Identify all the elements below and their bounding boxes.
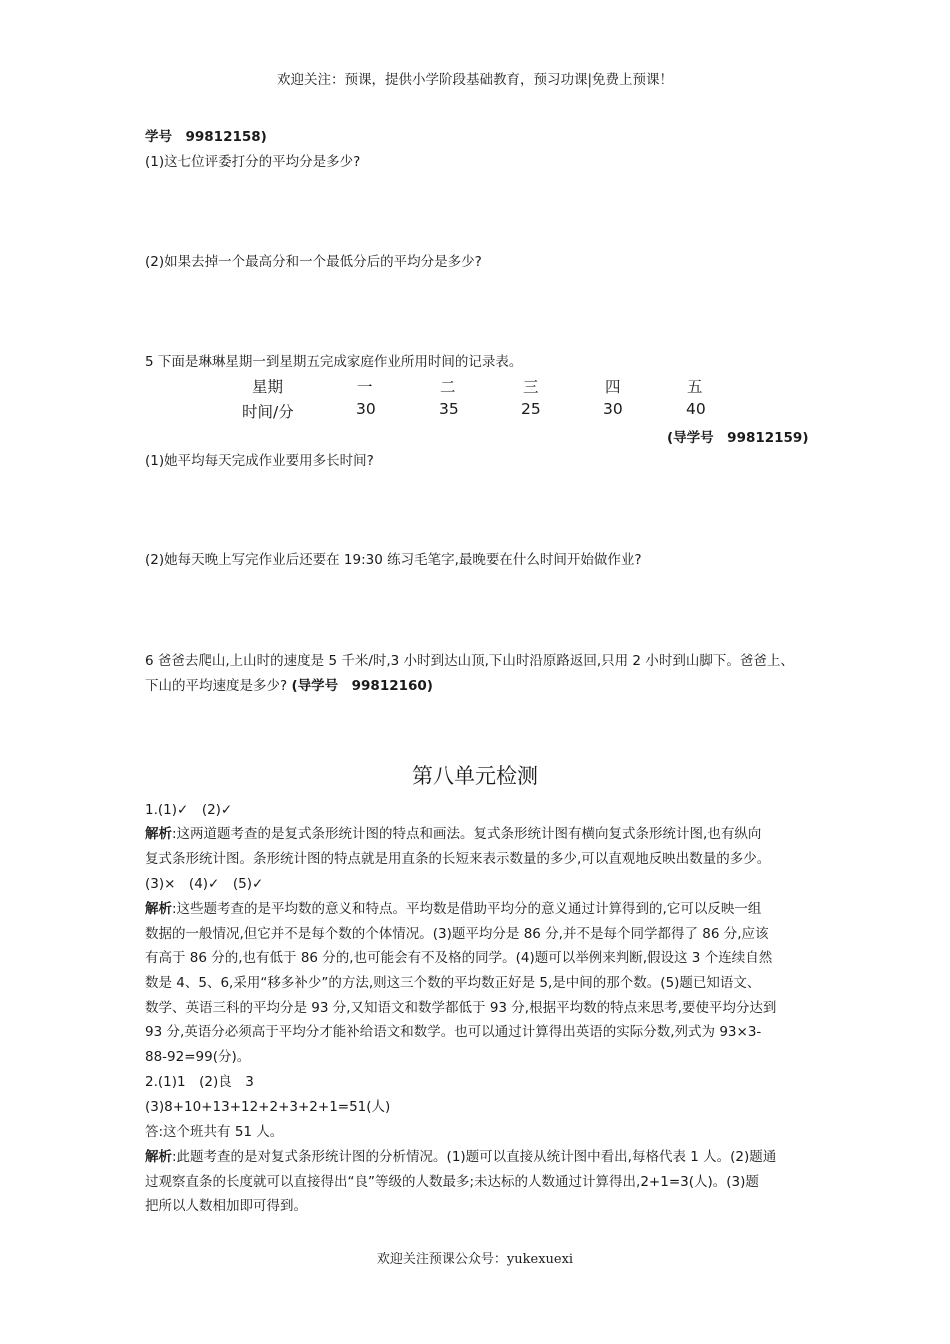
table-day: 一: [357, 378, 373, 396]
q6-line1: 6 爸爸去爬山,上山时的速度是 5 千米/时,3 小时到达山顶,下山时沿原路返回,只用 2 小时到山脚下。爸爸上、: [145, 653, 794, 669]
explanation-2-line: [145, 899, 761, 919]
explanation-2-line: 数是 4、5、6,采用“移多补少”的方法,则这三个数的平均数正好是 5,是中间的那个数。(5)题已知语文、: [145, 975, 761, 991]
table-row-label: 时间/分: [242, 403, 294, 421]
q5-stem: 5 下面是琳琳星期一到星期五完成家庭作业所用时间的记录表。: [145, 354, 523, 370]
section-title: 第八单元检测: [412, 764, 538, 788]
q5-sub1: (1)她平均每天完成作业要用多长时间?: [145, 453, 374, 469]
answer-1b: (3)× (4)✓ (5)✓: [145, 876, 264, 892]
q5-sub2: (2)她每天晚上写完作业后还要在 19:30 练习毛笔字,最晚要在什么时间开始做作业?: [145, 552, 642, 568]
q4-sub1: (1)这七位评委打分的平均分是多少?: [145, 154, 361, 170]
q6-reference: (导学号 99812160): [291, 678, 433, 694]
explanation-3-line: 过观察直条的长度就可以直接得出“良”等级的人数最多;未达标的人数通过计算得出,2+1=3(人)。(3)题: [145, 1174, 759, 1190]
q6-text: 下山的平均速度是多少?: [145, 678, 292, 694]
page-header: 欢迎关注：预课，提供小学阶段基础教育，预习功课|免费上预课！: [276, 72, 674, 88]
explanation-2-line: 数据的一般情况,但它并不是每个数的个体情况。(3)题平均分是 86 分,并不是每个同学都得了 86 分,应该: [145, 926, 769, 942]
explanation-text: :这些题考查的是平均数的意义和特点。平均数是借助平均分的意义通过计算得到的,它可以反映一组: [172, 901, 762, 917]
table-time: 40: [686, 400, 706, 418]
explanation-3-line: 把所以人数相加即可得到。: [145, 1198, 307, 1214]
explanation-3-line: [145, 1147, 776, 1167]
explanation-label: 解析: [145, 826, 172, 842]
answer-2-result: 答:这个班共有 51 人。: [145, 1124, 284, 1140]
explanation-label: 解析: [145, 901, 172, 917]
page-footer: 欢迎关注预课公众号：yukexuexi: [376, 1252, 574, 1267]
answer-2: 2.(1)1 (2)良 3: [145, 1074, 254, 1090]
explanation-2-line: 93 分,英语分必须高于平均分才能补给语文和数学。也可以通过计算得出英语的实际分数,列式为 93×3-: [145, 1024, 762, 1040]
explanation-2-line: 88-92=99(分)。: [145, 1049, 251, 1065]
explanation-text: :此题考查的是对复式条形统计图的分析情况。(1)题可以直接从统计图中看出,每格代表 1 人。(2)题通: [172, 1149, 777, 1165]
table-time: 30: [356, 400, 376, 418]
explanation-2-line: 数学、英语三科的平均分是 93 分,又知语文和数学都低于 93 分,根据平均数的特点来思考,要使平均分达到: [145, 1000, 777, 1016]
table-day: 三: [523, 378, 539, 396]
explanation-2-line: 有高于 86 分的,也有低于 86 分的,也可能会有不及格的同学。(4)题可以举例来判断,假设这 3 个连续自然: [145, 950, 773, 966]
table-header-label: 星期: [252, 378, 284, 396]
answer-1: 1.(1)✓ (2)✓: [145, 802, 233, 818]
answer-2-calc: (3)8+10+13+12+2+3+2+1=51(人): [145, 1099, 391, 1115]
explanation-label: 解析: [145, 1149, 172, 1165]
table-time: 35: [439, 400, 459, 418]
q4-sub2: (2)如果去掉一个最高分和一个最低分后的平均分是多少?: [145, 254, 482, 270]
q4-reference: 学号 99812158): [145, 129, 267, 145]
explanation-text: :这两道题考查的是复式条形统计图的特点和画法。复式条形统计图有横向复式条形统计图,也有纵向: [172, 826, 762, 842]
explanation-1-line: [145, 824, 761, 844]
table-day: 二: [440, 378, 456, 396]
table-time: 30: [603, 400, 623, 418]
q5-reference: (导学号 99812159): [667, 430, 809, 446]
table-time: 25: [521, 400, 541, 418]
q6-line2: [145, 676, 433, 696]
table-day: 四: [605, 378, 621, 396]
table-day: 五: [687, 378, 703, 396]
explanation-1-line: 复式条形统计图。条形统计图的特点就是用直条的长短来表示数量的多少,可以直观地反映出数量的多少。: [145, 851, 771, 867]
